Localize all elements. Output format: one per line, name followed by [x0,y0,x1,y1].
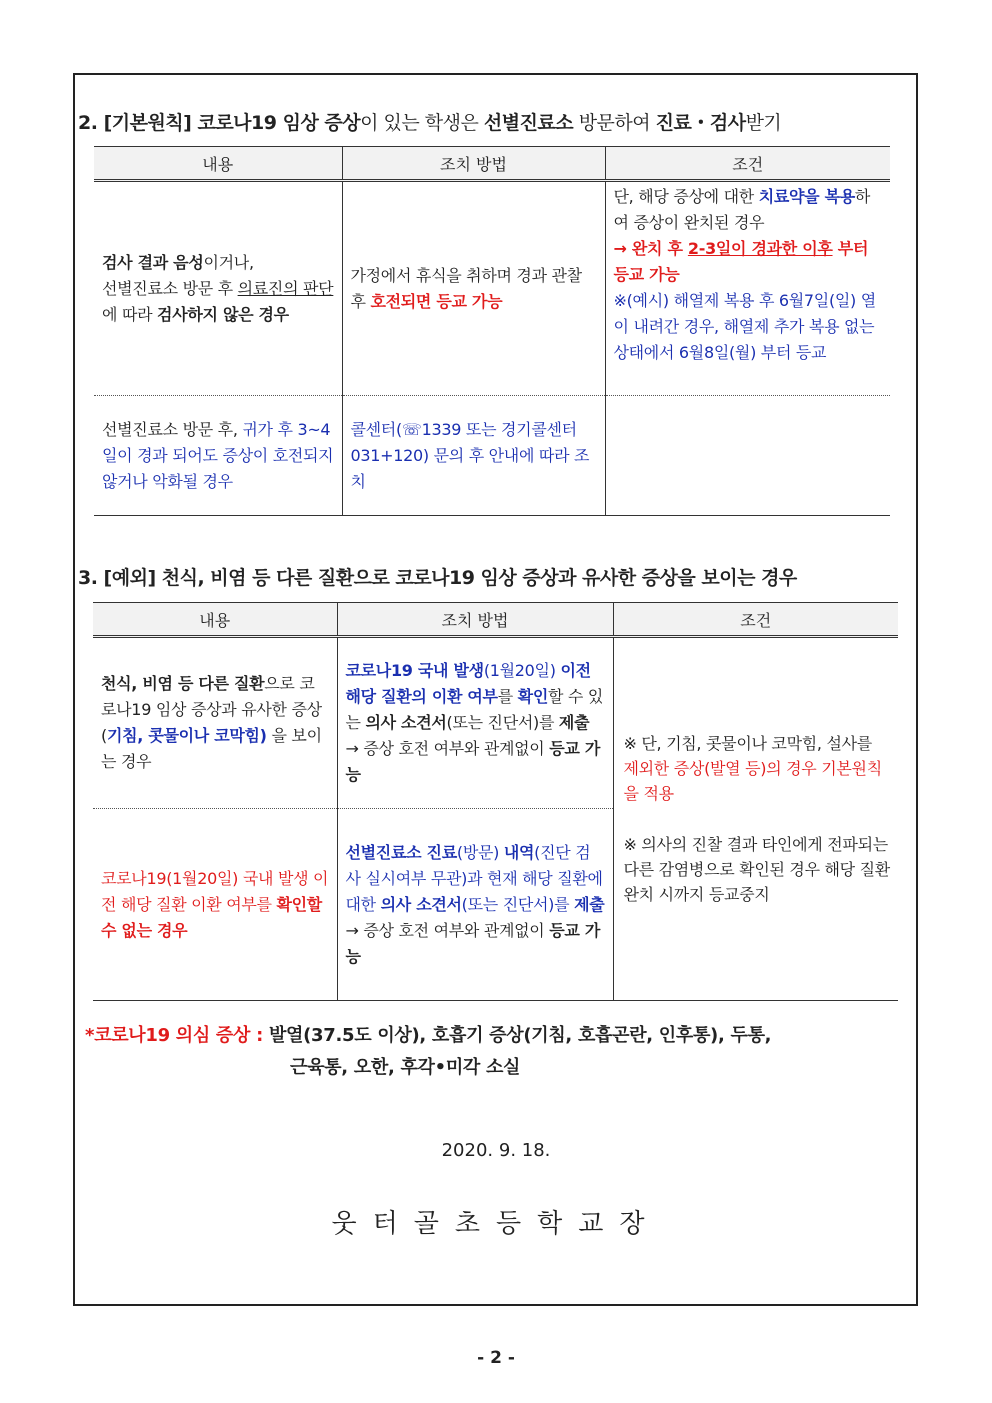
row2-condition [605,396,890,516]
note-line-1: *코로나19 의심 증상 : 발열(37.5도 이상), 호흡기 증상(기침, 호흡곤란, 인후통), 두통, [85,1025,772,1046]
page-number: - 2 - [477,1348,515,1368]
basic-principle-table [94,146,890,516]
table-header-row [93,603,898,637]
t2-row1-content: 천식, 비염 등 다른 질환으로 코로나19 임상 증상과 유사한 증상(기침, 콧물이나 코막힘) 을 보이는 경우 [93,637,337,809]
school-principal-signature: 웃터골초등학교장 [331,1209,661,1239]
header-action: 조치 방법 [337,603,613,637]
document-date: 2020. 9. 18. [441,1140,551,1161]
t2-row2-action: 선별진료소 진료(방문) 내역(진단 검사 실시여부 무관)과 현재 해당 질환에 대한 의사 소견서(또는 진단서)를 제출 → 증상 호전 여부와 관계없이 등교 가능 [337,809,613,1001]
suspected-symptoms-note [85,1020,771,1084]
table-row [94,396,890,516]
header-action: 조치 방법 [342,147,605,181]
table-row [94,181,890,396]
note-line-2: 근육통, 오한, 후각•미각 소실 [290,1057,521,1078]
row1-condition: 단, 해당 증상에 대한 치료약을 복용하여 증상이 완치된 경우 → 완치 후 2-3일이 경과한 이후 부터 등교 가능 ※(예시) 해열제 복용 후 6월7일(일) 열이 내려간 경우, 해열제 추가 복용 없는 상태에서 6월8일(월) 부터 등교 [605,181,890,396]
header-content: 내용 [93,603,337,637]
t2-row1-action: 코로나19 국내 발생(1월20일) 이전 해당 질환의 이환 여부를 확인할 수 있는 의사 소견서(또는 진단서)를 제출 → 증상 호전 여부와 관계없이 등교 가능 [337,637,613,809]
table-header-row [94,147,890,181]
row1-action: 가정에서 휴식을 취하며 경과 관찰 후 호전되면 등교 가능 [342,181,605,396]
t2-condition: ※ 단, 기침, 콧물이나 코막힘, 설사를 제외한 증상(발열 등)의 경우 기본원칙을 적용 ※ 의사의 진찰 결과 타인에게 전파되는 다른 감염병으로 확인된 경우 해당 질환 완치 시까지 등교중지 [613,637,898,1001]
header-condition: 조건 [613,603,898,637]
table-row [93,637,898,809]
t2-row2-content: 코로나19(1월20일) 국내 발생 이전 해당 질환 이환 여부를 확인할 수 없는 경우 [93,809,337,1001]
row2-action: 콜센터(☏1339 또는 경기콜센터 031+120) 문의 후 안내에 따라 조치 [342,396,605,516]
exception-table [93,602,898,1001]
row1-content: 검사 결과 음성이거나, 선별진료소 방문 후 의료진의 판단에 따라 검사하지 않은 경우 [94,181,342,396]
section-2-heading: 2. [기본원칙] 코로나19 임상 증상이 있는 학생은 선별진료소 방문하여 진료・검사받기 [78,112,782,134]
header-condition: 조건 [605,147,890,181]
section-3-heading: 3. [예외] 천식, 비염 등 다른 질환으로 코로나19 임상 증상과 유사한 증상을 보이는 경우 [78,567,797,589]
row2-content: 선별진료소 방문 후, 귀가 후 3~4일이 경과 되어도 증상이 호전되지 않거나 악화될 경우 [94,396,342,516]
header-content: 내용 [94,147,342,181]
